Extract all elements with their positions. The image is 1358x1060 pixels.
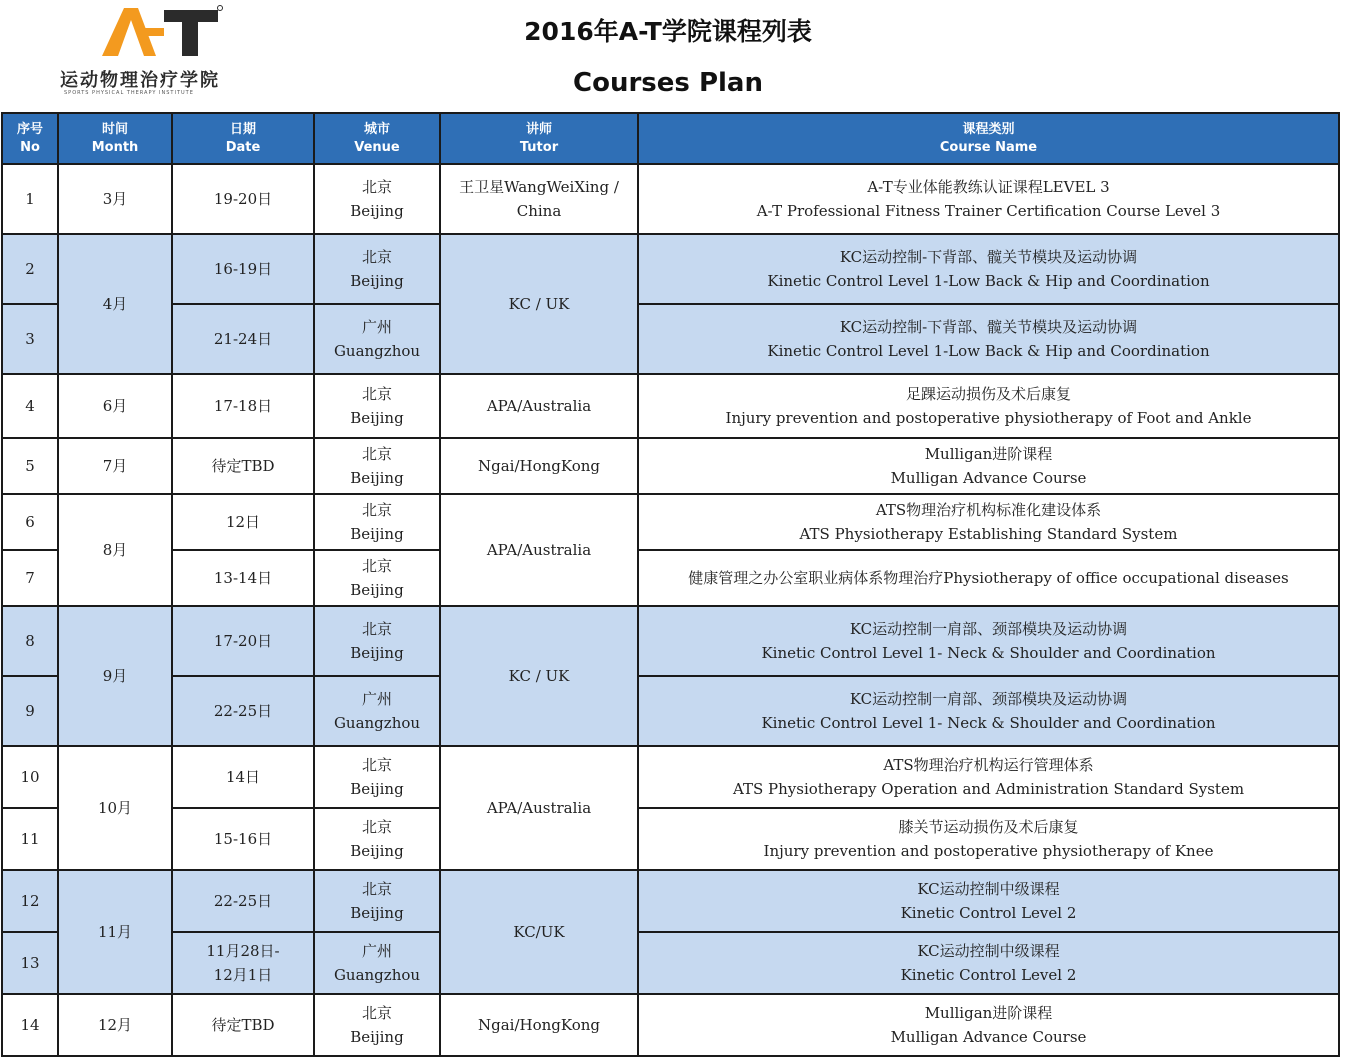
cell-course: 健康管理之办公室职业病体系物理治疗Physiotherapy of office occupational diseases — [638, 550, 1339, 606]
cell-no: 14 — [2, 994, 58, 1056]
cell-date: 22-25日 — [172, 676, 314, 746]
cell-tutor: KC/UK — [440, 870, 638, 994]
page-subtitle: Courses Plan — [573, 68, 763, 98]
cell-no: 13 — [2, 932, 58, 994]
cell-date: 16-19日 — [172, 234, 314, 304]
cell-month: 10月 — [58, 746, 172, 870]
table-row — [2, 932, 1339, 994]
cell-no: 5 — [2, 438, 58, 494]
table-row — [2, 304, 1339, 374]
cell-month: 8月 — [58, 494, 172, 606]
cell-date: 15-16日 — [172, 808, 314, 870]
cell-course: KC运动控制一肩部、颈部模块及运动协调 Kinetic Control Level 1- Neck & Shoulder and Coordination — [638, 676, 1339, 746]
cell-date: 22-25日 — [172, 870, 314, 932]
table-header-row — [2, 113, 1339, 164]
cell-tutor: APA/Australia — [440, 746, 638, 870]
cell-no: 7 — [2, 550, 58, 606]
header-venue: 城市 Venue — [314, 113, 440, 164]
cell-no: 9 — [2, 676, 58, 746]
cell-course: A-T专业体能教练认证课程LEVEL 3 A-T Professional Fitness Trainer Certification Course Level 3 — [638, 164, 1339, 234]
cell-venue: 北京 Beijing — [314, 374, 440, 438]
cell-venue: 北京 Beijing — [314, 808, 440, 870]
cell-no: 4 — [2, 374, 58, 438]
cell-course: 膝关节运动损伤及术后康复 Injury prevention and postoperative physiotherapy of Knee — [638, 808, 1339, 870]
table-row — [2, 606, 1339, 676]
courses-table — [1, 112, 1340, 1057]
cell-course: KC运动控制中级课程 Kinetic Control Level 2 — [638, 870, 1339, 932]
cell-tutor: APA/Australia — [440, 374, 638, 438]
header-date: 日期 Date — [172, 113, 314, 164]
table-row — [2, 234, 1339, 304]
logo-english-name: SPORTS PHYSICAL THERAPY INSTITUTE — [64, 90, 194, 96]
header-month: 时间 Month — [58, 113, 172, 164]
cell-course: KC运动控制一肩部、颈部模块及运动协调 Kinetic Control Level 1- Neck & Shoulder and Coordination — [638, 606, 1339, 676]
cell-tutor: Ngai/HongKong — [440, 994, 638, 1056]
cell-no: 2 — [2, 234, 58, 304]
cell-venue: 北京 Beijing — [314, 994, 440, 1056]
cell-date: 14日 — [172, 746, 314, 808]
cell-no: 8 — [2, 606, 58, 676]
cell-no: 10 — [2, 746, 58, 808]
table-row — [2, 164, 1339, 234]
cell-venue: 广州 Guangzhou — [314, 304, 440, 374]
cell-course: KC运动控制-下背部、髋关节模块及运动协调 Kinetic Control Level 1-Low Back & Hip and Coordination — [638, 234, 1339, 304]
cell-tutor: 王卫星WangWeiXing / China — [440, 164, 638, 234]
cell-no: 11 — [2, 808, 58, 870]
cell-course: KC运动控制-下背部、髋关节模块及运动协调 Kinetic Control Level 1-Low Back & Hip and Coordination — [638, 304, 1339, 374]
table-row — [2, 994, 1339, 1056]
cell-date: 19-20日 — [172, 164, 314, 234]
table-row — [2, 676, 1339, 746]
cell-date: 17-20日 — [172, 606, 314, 676]
cell-venue: 北京 Beijing — [314, 606, 440, 676]
cell-date: 待定TBD — [172, 994, 314, 1056]
cell-venue: 北京 Beijing — [314, 870, 440, 932]
header-tutor: 讲师 Tutor — [440, 113, 638, 164]
cell-no: 12 — [2, 870, 58, 932]
cell-date: 11月28日- 12月1日 — [172, 932, 314, 994]
cell-venue: 广州 Guangzhou — [314, 676, 440, 746]
cell-course: ATS物理治疗机构标准化建设体系 ATS Physiotherapy Establishing Standard System — [638, 494, 1339, 550]
cell-date: 待定TBD — [172, 438, 314, 494]
table-row — [2, 870, 1339, 932]
table-row — [2, 808, 1339, 870]
cell-venue: 北京 Beijing — [314, 550, 440, 606]
cell-venue: 北京 Beijing — [314, 234, 440, 304]
table-row — [2, 550, 1339, 606]
institute-logo — [60, 4, 250, 104]
cell-month: 12月 — [58, 994, 172, 1056]
cell-month: 9月 — [58, 606, 172, 746]
cell-month: 6月 — [58, 374, 172, 438]
cell-month: 11月 — [58, 870, 172, 994]
header-no: 序号 No — [2, 113, 58, 164]
cell-date: 13-14日 — [172, 550, 314, 606]
table-row — [2, 746, 1339, 808]
cell-no: 3 — [2, 304, 58, 374]
cell-tutor: APA/Australia — [440, 494, 638, 606]
cell-venue: 北京 Beijing — [314, 438, 440, 494]
table-row — [2, 494, 1339, 550]
cell-month: 3月 — [58, 164, 172, 234]
table-row — [2, 438, 1339, 494]
cell-course: Mulligan进阶课程 Mulligan Advance Course — [638, 438, 1339, 494]
cell-no: 6 — [2, 494, 58, 550]
cell-venue: 北京 Beijing — [314, 746, 440, 808]
cell-venue: 北京 Beijing — [314, 494, 440, 550]
header-course: 课程类别 Course Name — [638, 113, 1339, 164]
cell-no: 1 — [2, 164, 58, 234]
cell-month: 4月 — [58, 234, 172, 374]
cell-course: KC运动控制中级课程 Kinetic Control Level 2 — [638, 932, 1339, 994]
at-logo-icon — [94, 4, 224, 64]
cell-date: 21-24日 — [172, 304, 314, 374]
cell-month: 7月 — [58, 438, 172, 494]
cell-venue: 北京 Beijing — [314, 164, 440, 234]
cell-course: ATS物理治疗机构运行管理体系 ATS Physiotherapy Operation and Administration Standard System — [638, 746, 1339, 808]
cell-course: Mulligan进阶课程 Mulligan Advance Course — [638, 994, 1339, 1056]
cell-venue: 广州 Guangzhou — [314, 932, 440, 994]
logo-chinese-name: 运动物理治疗学院 — [60, 70, 220, 91]
cell-tutor: Ngai/HongKong — [440, 438, 638, 494]
cell-tutor: KC / UK — [440, 234, 638, 374]
cell-date: 17-18日 — [172, 374, 314, 438]
table-row — [2, 374, 1339, 438]
cell-tutor: KC / UK — [440, 606, 638, 746]
cell-date: 12日 — [172, 494, 314, 550]
cell-course: 足踝运动损伤及术后康复 Injury prevention and postoperative physiotherapy of Foot and Ankle — [638, 374, 1339, 438]
page-title: 2016年A-T学院课程列表 — [524, 17, 812, 46]
